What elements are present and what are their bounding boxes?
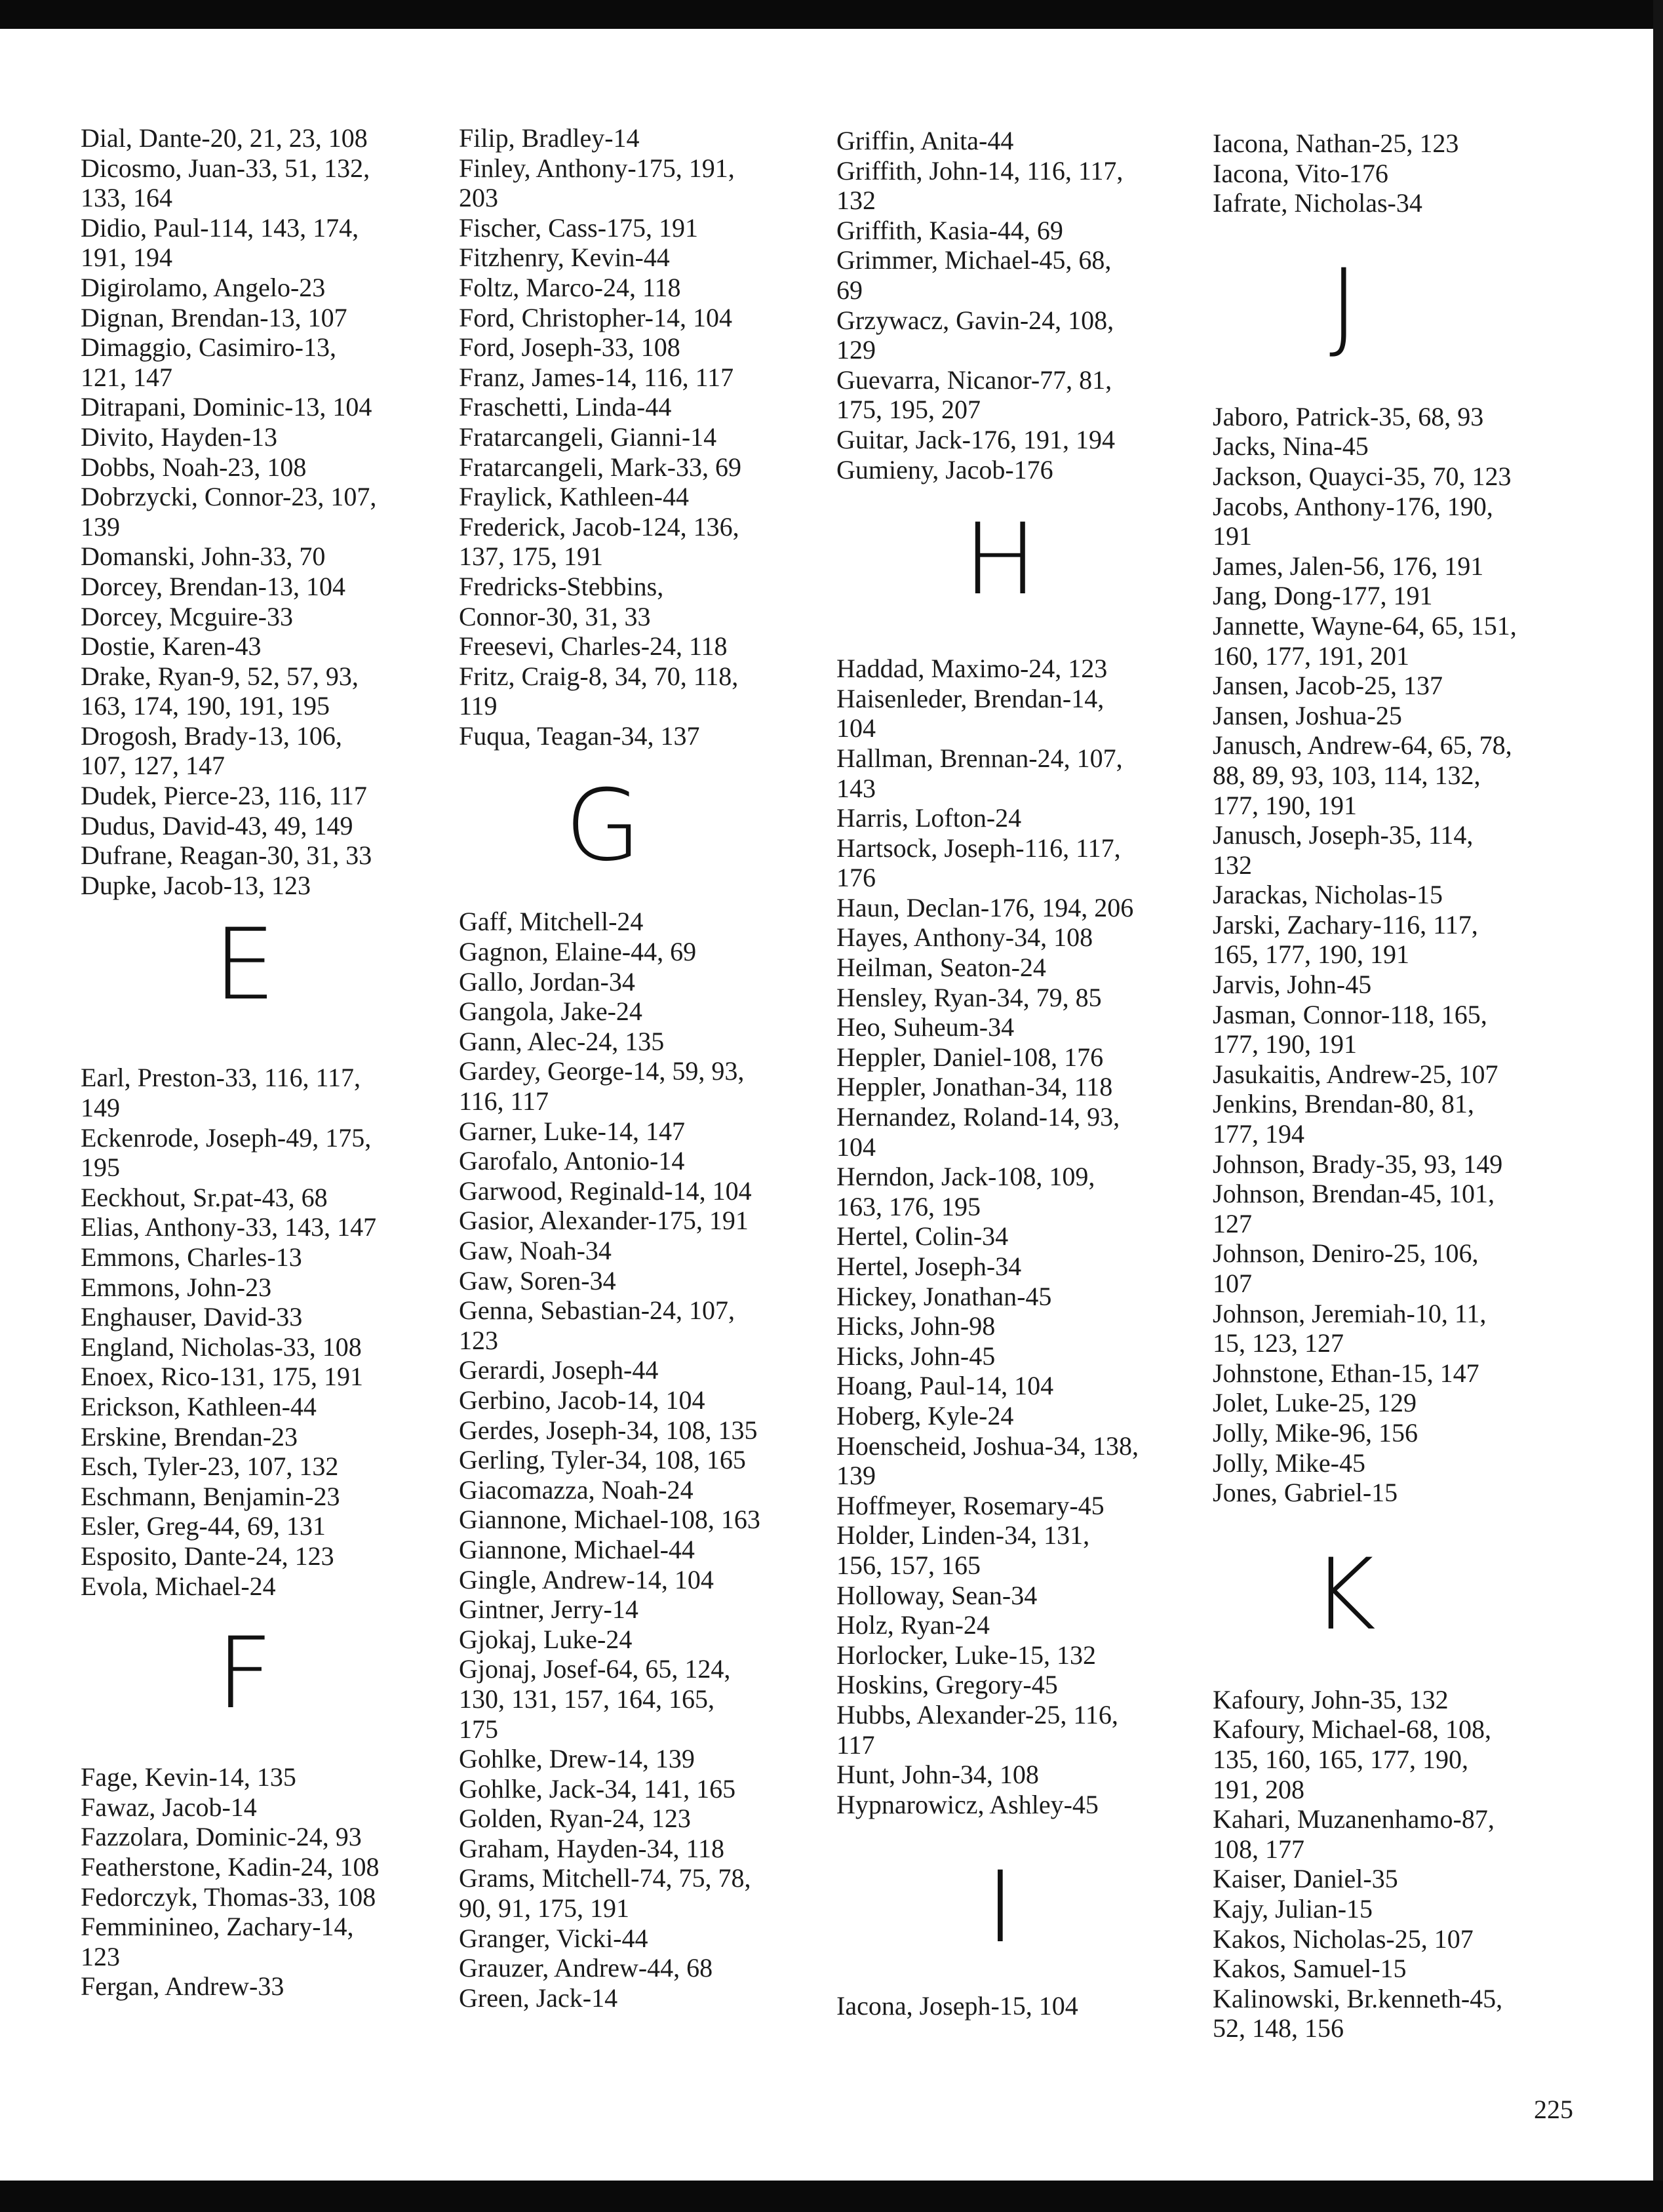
index-entry-line: Graham, Hayden-34, 118 [459, 1833, 725, 1863]
index-entry-line: Filip, Bradley-14 [459, 123, 640, 153]
index-entry-line: Eckenrode, Joseph-49, 175, [81, 1122, 372, 1153]
scan-right-border [1653, 0, 1663, 2212]
index-entry-line: Genna, Sebastian-24, 107, [459, 1295, 735, 1326]
index-entry-line: Ford, Christopher-14, 104 [459, 302, 732, 332]
index-entry-line: Iacona, Nathan-25, 123 [1213, 128, 1459, 158]
index-entry-line: Divito, Hayden-13 [81, 422, 277, 452]
index-entry-line: 127 [1213, 1208, 1252, 1238]
index-entry-line: Jannette, Wayne-64, 65, 151, [1213, 610, 1517, 641]
index-entry-line: Fawaz, Jacob-14 [81, 1792, 257, 1822]
index-entry-line: Jansen, Joshua-25 [1213, 700, 1402, 730]
index-entry-line: Hertel, Joseph-34 [836, 1252, 1022, 1281]
index-entry-line: 129 [836, 335, 876, 365]
index-entry-line: Johnson, Brady-35, 93, 149 [1213, 1149, 1503, 1179]
index-entry-line: Fazzolara, Dominic-24, 93 [81, 1822, 362, 1852]
index-entry-line: Hoberg, Kyle-24 [836, 1400, 1014, 1431]
section-letter-i: I [985, 1851, 1015, 1965]
index-entry-line: 165, 177, 190, 191 [1213, 939, 1409, 970]
index-entry-line: 52, 148, 156 [1213, 2013, 1344, 2044]
index-entry-line: Gaw, Soren-34 [459, 1265, 616, 1295]
index-entry-line: Finley, Anthony-175, 191, [459, 153, 735, 183]
index-entry-line: 107, 127, 147 [81, 751, 225, 781]
index-entry-line: Franz, James-14, 116, 117 [459, 362, 734, 392]
index-entry-line: Dorcey, Mcguire-33 [81, 601, 293, 631]
index-entry-line: Jackson, Quayci-35, 70, 123 [1213, 461, 1512, 491]
index-entry-line: 176 [836, 863, 876, 893]
entry-list-g-cont [836, 126, 1203, 484]
index-entry-line: Freesevi, Charles-24, 118 [459, 631, 728, 662]
index-entry-line: Johnstone, Ethan-15, 147 [1213, 1358, 1479, 1388]
index-entry-line: Dudus, David-43, 49, 149 [81, 810, 353, 840]
index-entry-line: Gerbino, Jacob-14, 104 [459, 1385, 705, 1415]
index-entry-line: Frederick, Jacob-124, 136, [459, 511, 739, 542]
entry-list-k [1213, 1685, 1580, 2044]
index-entry-line: Elias, Anthony-33, 143, 147 [81, 1212, 377, 1242]
index-entry-line: Jacobs, Anthony-176, 190, [1213, 491, 1493, 521]
index-entry-line: Gerling, Tyler-34, 108, 165 [459, 1445, 746, 1475]
section-letter-g: G [564, 769, 642, 884]
index-entry-line: Jarvis, John-45 [1213, 970, 1372, 1000]
index-entry-line: Jarackas, Nicholas-15 [1213, 880, 1443, 910]
index-entry-line: 121, 147 [81, 362, 172, 392]
index-entry-line: Gallo, Jordan-34 [459, 966, 635, 997]
index-entry-line: Enghauser, David-33 [81, 1302, 303, 1332]
index-entry-line: Giannone, Michael-108, 163 [459, 1505, 760, 1535]
index-entry-line: 143 [836, 773, 876, 803]
index-entry-line: Kafoury, Michael-68, 108, [1213, 1714, 1492, 1745]
index-entry-line: Jones, Gabriel-15 [1213, 1478, 1398, 1508]
index-entry-line: Iacona, Joseph-15, 104 [836, 1991, 1078, 2021]
index-entry-line: Heppler, Jonathan-34, 118 [836, 1072, 1113, 1102]
index-entry-line: 130, 131, 157, 164, 165, [459, 1684, 714, 1714]
index-entry-line: Kahari, Muzanenhamo-87, [1213, 1804, 1495, 1834]
index-entry-line: 175 [459, 1714, 498, 1744]
index-entry-line: Hertel, Colin-34 [836, 1221, 1009, 1252]
index-entry-line: 69 [836, 275, 863, 305]
entry-list-j [1213, 402, 1580, 1508]
index-entry-line: 175, 195, 207 [836, 395, 981, 425]
index-entry-line: Gjokaj, Luke-24 [459, 1624, 633, 1654]
index-entry-line: Kalinowski, Br.kenneth-45, [1213, 1983, 1503, 2013]
index-entry-line: Jenkins, Brendan-80, 81, [1213, 1089, 1474, 1119]
index-entry-line: Hicks, John-45 [836, 1341, 996, 1371]
index-entry-line: Gasior, Alexander-175, 191 [459, 1206, 749, 1236]
index-entry-line: 156, 157, 165 [836, 1550, 981, 1580]
index-column-3 [836, 126, 1203, 2021]
entry-list-f-cont [459, 123, 826, 751]
index-entry-line: Featherstone, Kadin-24, 108 [81, 1851, 380, 1882]
index-entry-line: 195 [81, 1153, 120, 1183]
index-entry-line: Heo, Suheum-34 [836, 1012, 1015, 1042]
index-entry-line: Didio, Paul-114, 143, 174, [81, 212, 359, 243]
index-entry-line: 117 [836, 1729, 875, 1760]
index-entry-line: Fredricks-Stebbins, [459, 571, 664, 601]
index-entry-line: 90, 91, 175, 191 [459, 1893, 629, 1924]
index-entry-line: Dudek, Pierce-23, 116, 117 [81, 781, 367, 811]
index-entry-line: Herndon, Jack-108, 109, [836, 1162, 1095, 1192]
scan-bottom-border [0, 2181, 1663, 2212]
index-entry-line: Gardey, George-14, 59, 93, [459, 1056, 745, 1086]
index-entry-line: 132 [836, 186, 876, 216]
index-entry-line: Femminineo, Zachary-14, [81, 1912, 354, 1942]
index-entry-line: Dobbs, Noah-23, 108 [81, 452, 307, 482]
index-entry-line: 104 [836, 713, 876, 743]
entry-list-i-cont [1213, 128, 1580, 218]
scan-top-border [0, 0, 1663, 29]
index-entry-line: 177, 190, 191 [1213, 790, 1357, 820]
index-entry-line: 177, 194 [1213, 1119, 1304, 1149]
index-entry-line: Esler, Greg-44, 69, 131 [81, 1511, 326, 1541]
index-entry-line: Erskine, Brendan-23 [81, 1421, 298, 1452]
index-entry-line: Hallman, Brennan-24, 107, [836, 743, 1123, 773]
index-entry-line: Griffith, Kasia-44, 69 [836, 215, 1063, 245]
index-entry-line: Griffith, John-14, 116, 117, [836, 155, 1124, 186]
index-entry-line: Dupke, Jacob-13, 123 [81, 870, 311, 900]
index-entry-line: Fraylick, Kathleen-44 [459, 482, 689, 512]
index-entry-line: 163, 176, 195 [836, 1191, 981, 1221]
index-entry-line: Gangola, Jake-24 [459, 997, 642, 1027]
section-letter-h: H [963, 503, 1038, 618]
index-entry-line: Johnson, Deniro-25, 106, [1213, 1238, 1479, 1269]
index-entry-line: Hernandez, Roland-14, 93, [836, 1102, 1120, 1132]
section-letter-e: E [213, 908, 276, 1023]
index-entry-line: Dial, Dante-20, 21, 23, 108 [81, 123, 368, 153]
index-entry-line: Guitar, Jack-176, 191, 194 [836, 424, 1115, 454]
index-entry-line: Esch, Tyler-23, 107, 132 [81, 1452, 339, 1482]
index-column-4 [1213, 128, 1580, 2044]
index-entry-line: Haddad, Maximo-24, 123 [836, 654, 1108, 684]
index-entry-line: Guevarra, Nicanor-77, 81, [836, 365, 1112, 395]
index-entry-line: 132 [1213, 850, 1252, 880]
index-entry-line: Hypnarowicz, Ashley-45 [836, 1789, 1099, 1819]
index-entry-line: Gohlke, Drew-14, 139 [459, 1744, 695, 1774]
index-column-1 [81, 123, 448, 2002]
index-entry-line: Eeckhout, Sr.pat-43, 68 [81, 1182, 328, 1212]
index-entry-line: Fraschetti, Linda-44 [459, 392, 672, 422]
index-entry-line: Green, Jack-14 [459, 1983, 618, 2013]
index-entry-line: Fratarcangeli, Gianni-14 [459, 422, 717, 452]
index-entry-line: Emmons, John-23 [81, 1272, 272, 1302]
entry-list-i [836, 1991, 1203, 2021]
index-entry-line: 133, 164 [81, 183, 172, 213]
index-entry-line: Fergan, Andrew-33 [81, 1971, 284, 2002]
index-entry-line: Harris, Lofton-24 [836, 803, 1022, 833]
index-entry-line: Griffin, Anita-44 [836, 126, 1014, 155]
entry-list-d [81, 123, 448, 900]
index-entry-line: Kaiser, Daniel-35 [1213, 1864, 1398, 1894]
index-entry-line: Haisenleder, Brendan-14, [836, 683, 1105, 713]
index-entry-line: 123 [459, 1325, 498, 1355]
index-entry-line: Dostie, Karen-43 [81, 631, 262, 662]
index-entry-line: Hoang, Paul-14, 104 [836, 1371, 1054, 1401]
index-entry-line: Jolet, Luke-25, 129 [1213, 1388, 1417, 1418]
index-entry-line: 123 [81, 1941, 120, 1971]
index-entry-line: Jasman, Connor-118, 165, [1213, 999, 1487, 1029]
entry-list-h [836, 654, 1203, 1819]
index-entry-line: Esposito, Dante-24, 123 [81, 1541, 334, 1571]
index-entry-line: Hensley, Ryan-34, 79, 85 [836, 982, 1102, 1012]
index-entry-line: Johnson, Jeremiah-10, 11, [1213, 1298, 1487, 1328]
index-entry-line: Ford, Joseph-33, 108 [459, 332, 680, 363]
index-column-2 [459, 123, 826, 2013]
index-entry-line: Jansen, Jacob-25, 137 [1213, 671, 1443, 701]
index-entry-line: Dobrzycki, Connor-23, 107, [81, 482, 377, 512]
index-entry-line: 191, 208 [1213, 1774, 1304, 1804]
index-entry-line: Connor-30, 31, 33 [459, 601, 651, 631]
index-entry-line: 203 [459, 183, 498, 213]
index-entry-line: Holloway, Sean-34 [836, 1580, 1038, 1610]
index-entry-line: 163, 174, 190, 191, 195 [81, 691, 330, 721]
index-entry-line: Fratarcangeli, Mark-33, 69 [459, 452, 741, 482]
index-entry-line: Holder, Linden-34, 131, [836, 1520, 1090, 1550]
index-entry-line: Jolly, Mike-96, 156 [1213, 1417, 1418, 1448]
index-entry-line: Gaff, Mitchell-24 [459, 907, 644, 937]
index-entry-line: Jaboro, Patrick-35, 68, 93 [1213, 401, 1484, 431]
index-entry-line: Granger, Vicki-44 [459, 1923, 648, 1953]
index-entry-line: 177, 190, 191 [1213, 1029, 1357, 1059]
index-entry-line: Hoskins, Gregory-45 [836, 1670, 1058, 1700]
index-entry-line: Grams, Mitchell-74, 75, 78, [459, 1863, 751, 1893]
index-page [0, 29, 1653, 2181]
index-entry-line: Garofalo, Antonio-14 [459, 1146, 685, 1176]
index-entry-line: 107 [1213, 1269, 1252, 1298]
index-entry-line: Drogosh, Brady-13, 106, [81, 721, 342, 751]
index-entry-line: Gerdes, Joseph-34, 108, 135 [459, 1415, 758, 1445]
section-letter-k: K [1311, 1537, 1377, 1652]
index-entry-line: Jacks, Nina-45 [1213, 431, 1369, 462]
index-entry-line: Hoffmeyer, Rosemary-45 [836, 1490, 1105, 1520]
index-entry-line: 116, 117 [459, 1086, 549, 1116]
index-entry-line: Gann, Alec-24, 135 [459, 1026, 665, 1056]
index-entry-line: Gjonaj, Josef-64, 65, 124, [459, 1654, 731, 1684]
index-entry-line: 160, 177, 191, 201 [1213, 641, 1409, 671]
index-entry-line: 135, 160, 165, 177, 190, [1213, 1744, 1468, 1774]
index-entry-line: 191 [1213, 521, 1252, 551]
index-entry-line: Gaw, Noah-34 [459, 1236, 612, 1265]
index-entry-line: Gingle, Andrew-14, 104 [459, 1564, 714, 1594]
index-entry-line: Hickey, Jonathan-45 [836, 1281, 1052, 1311]
index-entry-line: Earl, Preston-33, 116, 117, [81, 1063, 361, 1093]
index-entry-line: 137, 175, 191 [459, 542, 603, 572]
index-entry-line: Fuqua, Teagan-34, 137 [459, 721, 700, 751]
index-entry-line: Dignan, Brendan-13, 107 [81, 302, 347, 332]
index-entry-line: 139 [836, 1461, 876, 1491]
index-entry-line: Grauzer, Andrew-44, 68 [459, 1953, 713, 1983]
index-entry-line: Iafrate, Nicholas-34 [1213, 188, 1422, 218]
index-entry-line: Garner, Luke-14, 147 [459, 1116, 685, 1146]
index-entry-line: Drake, Ryan-9, 52, 57, 93, [81, 661, 359, 691]
index-entry-line: Jarski, Zachary-116, 117, [1213, 909, 1478, 939]
index-entry-line: James, Jalen-56, 176, 191 [1213, 551, 1484, 581]
index-entry-line: Digirolamo, Angelo-23 [81, 272, 326, 302]
index-entry-line: Holz, Ryan-24 [836, 1610, 990, 1640]
index-entry-line: 88, 89, 93, 103, 114, 132, [1213, 760, 1481, 790]
section-letter-j: J [1329, 248, 1359, 363]
index-entry-line: Heppler, Daniel-108, 176 [836, 1042, 1104, 1072]
index-entry-line: Gerardi, Joseph-44 [459, 1355, 659, 1385]
section-letter-f: F [216, 1617, 273, 1731]
index-entry-line: Garwood, Reginald-14, 104 [459, 1175, 752, 1206]
index-entry-line: Haun, Declan-176, 194, 206 [836, 892, 1134, 922]
index-entry-line: Grimmer, Michael-45, 68, [836, 245, 1112, 275]
index-entry-line: Gumieny, Jacob-176 [836, 454, 1053, 484]
page-number: 225 [1534, 2095, 1573, 2124]
index-entry-line: Grzywacz, Gavin-24, 108, [836, 305, 1114, 335]
entry-list-e [81, 1063, 448, 1601]
index-entry-line: Hicks, John-98 [836, 1311, 996, 1341]
index-entry-line: Giacomazza, Noah-24 [459, 1474, 694, 1505]
index-entry-line: Hoenscheid, Joshua-34, 138, [836, 1431, 1139, 1461]
index-entry-line: Jolly, Mike-45 [1213, 1448, 1365, 1478]
index-entry-line: Gohlke, Jack-34, 141, 165 [459, 1773, 736, 1804]
index-entry-line: Dimaggio, Casimiro-13, [81, 332, 336, 363]
index-entry-line: 108, 177 [1213, 1834, 1304, 1864]
index-entry-line: Fischer, Cass-175, 191 [459, 212, 699, 243]
index-entry-line: Enoex, Rico-131, 175, 191 [81, 1362, 364, 1392]
index-entry-line: 119 [459, 691, 498, 721]
index-entry-line: Domanski, John-33, 70 [81, 542, 326, 572]
index-entry-line: Janusch, Joseph-35, 114, [1213, 820, 1474, 850]
index-entry-line: 149 [81, 1093, 120, 1123]
index-entry-line: Giannone, Michael-44 [459, 1534, 695, 1564]
index-entry-line: Hubbs, Alexander-25, 116, [836, 1699, 1118, 1729]
index-entry-line: 104 [836, 1132, 876, 1162]
index-entry-line: Kakos, Samuel-15 [1213, 1954, 1407, 1984]
index-entry-line: Kajy, Julian-15 [1213, 1893, 1373, 1924]
index-entry-line: Gintner, Jerry-14 [459, 1594, 638, 1625]
index-entry-line: 191, 194 [81, 243, 172, 273]
index-entry-line: Fitzhenry, Kevin-44 [459, 243, 670, 273]
index-entry-line: Foltz, Marco-24, 118 [459, 272, 681, 302]
index-entry-line: Kakos, Nicholas-25, 107 [1213, 1924, 1474, 1954]
index-entry-line: Hayes, Anthony-34, 108 [836, 922, 1093, 953]
index-entry-line: Erickson, Kathleen-44 [81, 1391, 317, 1421]
index-entry-line: Gagnon, Elaine-44, 69 [459, 937, 697, 967]
index-entry-line: Evola, Michael-24 [81, 1571, 276, 1601]
index-entry-line: Janusch, Andrew-64, 65, 78, [1213, 730, 1512, 760]
index-entry-line: Fritz, Craig-8, 34, 70, 118, [459, 661, 739, 691]
index-entry-line: Golden, Ryan-24, 123 [459, 1804, 691, 1834]
entry-list-f [81, 1762, 448, 2002]
index-entry-line: 15, 123, 127 [1213, 1328, 1344, 1358]
index-entry-line: Horlocker, Luke-15, 132 [836, 1640, 1097, 1670]
index-entry-line: Fage, Kevin-14, 135 [81, 1762, 296, 1792]
index-entry-line: Jang, Dong-177, 191 [1213, 581, 1433, 611]
index-entry-line: Hunt, John-34, 108 [836, 1760, 1039, 1790]
index-entry-line: Ditrapani, Dominic-13, 104 [81, 392, 372, 422]
index-entry-line: England, Nicholas-33, 108 [81, 1332, 362, 1362]
index-entry-line: Dicosmo, Juan-33, 51, 132, [81, 153, 370, 183]
index-entry-line: Fedorczyk, Thomas-33, 108 [81, 1882, 376, 1912]
index-entry-line: Dorcey, Brendan-13, 104 [81, 571, 345, 601]
index-entry-line: Eschmann, Benjamin-23 [81, 1481, 340, 1511]
index-entry-line: Dufrane, Reagan-30, 31, 33 [81, 840, 372, 871]
index-entry-line: Johnson, Brendan-45, 101, [1213, 1179, 1495, 1209]
index-entry-line: Jasukaitis, Andrew-25, 107 [1213, 1059, 1498, 1089]
entry-list-g [459, 907, 826, 2013]
index-entry-line: Kafoury, John-35, 132 [1213, 1684, 1449, 1714]
index-entry-line: Heilman, Seaton-24 [836, 953, 1046, 983]
index-entry-line: Iacona, Vito-176 [1213, 158, 1388, 188]
index-entry-line: Hartsock, Joseph-116, 117, [836, 833, 1121, 863]
index-entry-line: 139 [81, 511, 120, 542]
index-entry-line: Emmons, Charles-13 [81, 1242, 302, 1272]
